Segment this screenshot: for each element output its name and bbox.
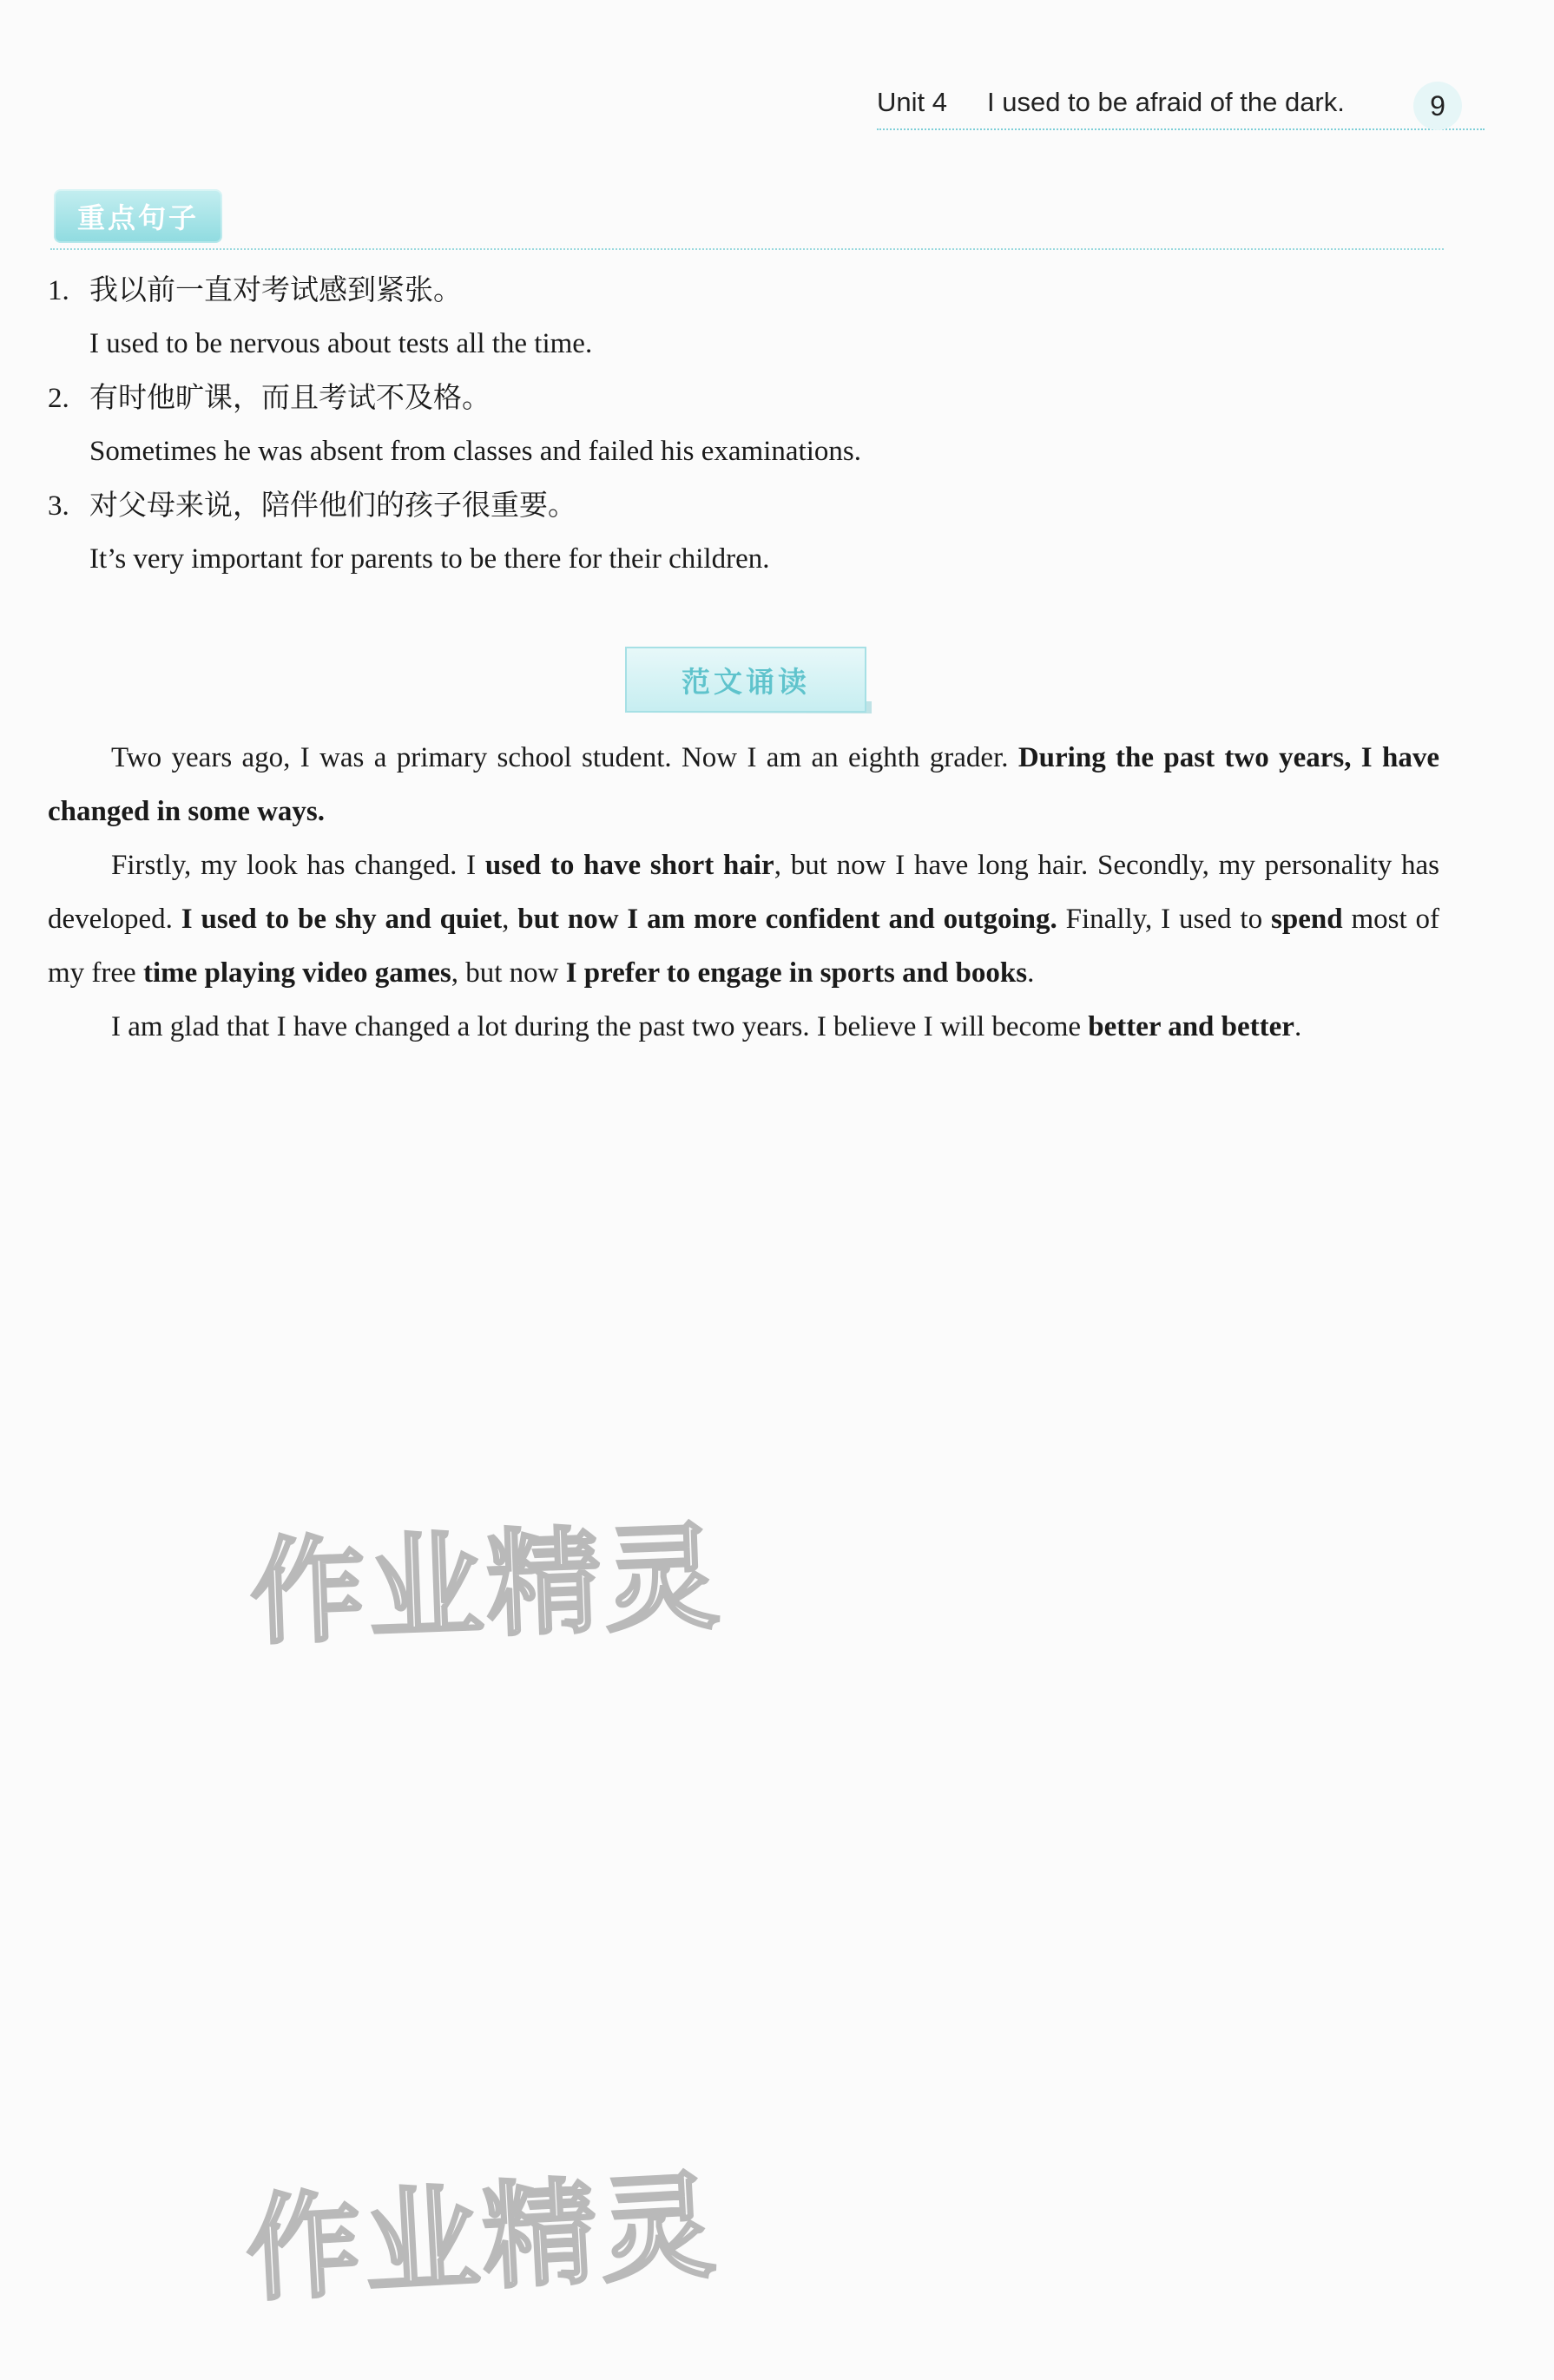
watermark: 作业精灵: [247, 1510, 725, 1661]
key-sentences-tag: 重点句子: [54, 189, 222, 243]
sentence-english: I used to be nervous about tests all the time.: [89, 328, 593, 359]
essay-text: Firstly, my look has changed. I: [111, 850, 485, 881]
sentence-chinese: [48, 372, 491, 424]
essay-text: .: [1294, 1011, 1302, 1042]
sentence-number: 1.: [48, 275, 69, 306]
page-number: 9: [1413, 82, 1462, 130]
model-essay: [48, 731, 1439, 1054]
sentence-chinese: [48, 265, 462, 316]
essay-highlight: I used to be shy and quiet: [181, 904, 503, 935]
essay-text: most of my free: [48, 904, 1440, 989]
essay-paragraph-2: [48, 838, 1439, 1000]
essay-highlight: I prefer to engage in sports and books: [565, 957, 1028, 989]
essay-text: , but now I have long hair. Secondly, my personality has developed.: [48, 850, 1440, 935]
sentence-english: Sometimes he was absent from classes and failed his examinations.: [89, 436, 861, 467]
key-sentences-list: [48, 265, 1454, 588]
section-divider: [50, 248, 1444, 250]
sentence-item: [48, 372, 1454, 480]
sentence-chinese: [48, 480, 576, 531]
essay-text: , but now: [451, 957, 566, 989]
model-essay-tag: 范文诵读: [625, 647, 866, 713]
sentence-number: 3.: [48, 490, 69, 522]
essay-highlight: better and better: [1088, 1011, 1294, 1042]
unit-title: I used to be afraid of the dark.: [987, 87, 1345, 117]
essay-text: ,: [502, 904, 518, 935]
essay-text: Two years ago, I was a primary school student. Now I am an eighth grader.: [111, 742, 1018, 773]
sentence-chinese-text: 我以前一直对考试感到紧张。: [89, 273, 462, 306]
essay-highlight: spend: [1271, 904, 1343, 935]
unit-label: Unit 4: [877, 87, 947, 117]
sentence-english: It’s very important for parents to be there for their children.: [89, 543, 770, 575]
page-header: [877, 87, 1485, 139]
sentence-chinese-text: 对父母来说，陪伴他们的孩子很重要。: [89, 488, 576, 522]
essay-paragraph-3: [48, 1000, 1439, 1054]
watermark: 作业精灵: [242, 2159, 722, 2318]
header-divider: [877, 128, 1485, 130]
essay-text: Finally, I used to: [1057, 904, 1271, 935]
essay-highlight: During the past two years, I have changed in some ways.: [48, 742, 1439, 827]
sentence-item: [48, 480, 1454, 588]
essay-highlight: but now I am more confident and outgoing.: [517, 904, 1057, 935]
sentence-chinese-text: 有时他旷课，而且考试不及格。: [89, 380, 491, 414]
essay-highlight: used to have short hair: [484, 850, 774, 881]
essay-highlight: time playing video games: [142, 957, 451, 989]
essay-text: I am glad that I have changed a lot during the past two years. I believe I will become: [111, 1011, 1089, 1042]
essay-paragraph-1: [48, 731, 1439, 838]
sentence-item: [48, 265, 1454, 372]
sentence-number: 2.: [48, 383, 69, 414]
essay-text: .: [1027, 957, 1035, 989]
